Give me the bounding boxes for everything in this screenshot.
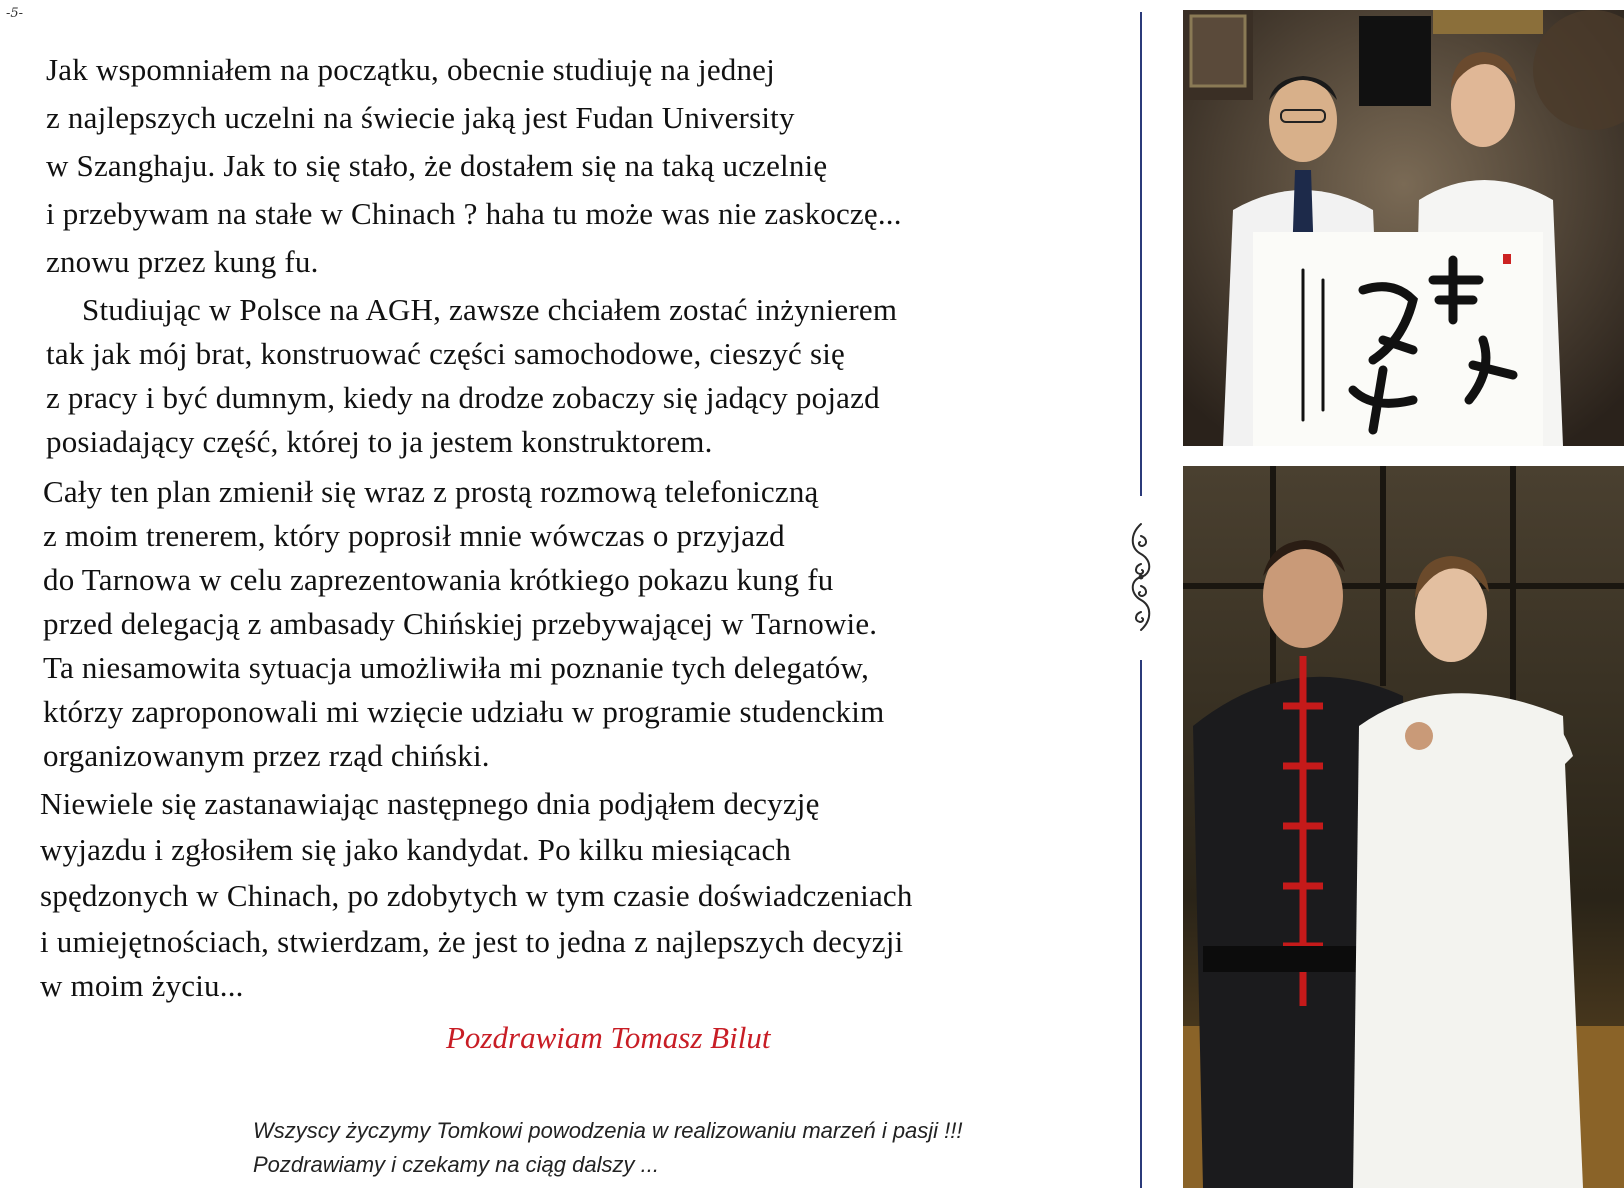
article-line: z pracy i być dumnym, kiedy na drodze zobaczy się jadący pojazd — [46, 380, 880, 415]
photo-calligraphy — [1183, 10, 1624, 446]
article-line: wyjazdu i zgłosiłem się jako kandydat. Po kilku miesiącach — [40, 832, 792, 867]
article-line: i umiejętnościach, stwierdzam, że jest to jedna z najlepszych decyzji — [40, 924, 904, 959]
article-line: organizowanym przez rząd chiński. — [43, 738, 490, 773]
article-line: i przebywam na stałe w Chinach ? haha tu może was nie zaskoczę... — [46, 196, 902, 231]
article-line: posiadający część, której to ja jestem konstruktorem. — [46, 424, 713, 459]
signature: Pozdrawiam Tomasz Bilut — [446, 1020, 771, 1055]
closing-line: Wszyscy życzymy Tomkowi powodzenia w realizowaniu marzeń i pasji !!! — [253, 1118, 963, 1143]
scroll-ornament-icon — [1124, 522, 1158, 632]
article-line: którzy zaproponowali mi wzięcie udziału w programie studenckim — [43, 694, 885, 729]
article-line: Jak wspomniałem na początku, obecnie studiuję na jednej — [46, 52, 775, 87]
article-line: Cały ten plan zmienił się wraz z prostą rozmową telefoniczną — [43, 474, 819, 509]
article-line: w Szanghaju. Jak to się stało, że dostałem się na taką uczelnię — [46, 148, 828, 183]
article-line: Ta niesamowita sytuacja umożliwiła mi poznanie tych delegatów, — [43, 650, 870, 685]
article-line: do Tarnowa w celu zaprezentowania krótkiego pokazu kung fu — [43, 562, 834, 597]
column-divider — [1140, 12, 1142, 496]
article-line: przed delegacją z ambasady Chińskiej przebywającej w Tarnowie. — [43, 606, 878, 641]
closing-line: Pozdrawiamy i czekamy na ciąg dalszy ... — [253, 1152, 659, 1177]
article-line: Studiując w Polsce na AGH, zawsze chciałem zostać inżynierem — [82, 292, 898, 327]
article-line: Niewiele się zastanawiając następnego dnia podjąłem decyzję — [40, 786, 820, 821]
article-line: spędzonych w Chinach, po zdobytych w tym czasie doświadczeniach — [40, 878, 913, 913]
page-number: -5- — [6, 6, 24, 21]
article-line: z moim trenerem, który poprosił mnie wówczas o przyjazd — [43, 518, 785, 553]
article-line: tak jak mój brat, konstruować części samochodowe, cieszyć się — [46, 336, 845, 371]
column-divider — [1140, 660, 1142, 1188]
article-line: znowu przez kung fu. — [46, 244, 319, 279]
article-line: w moim życiu... — [40, 968, 244, 1003]
article-line: z najlepszych uczelni na świecie jaką jest Fudan University — [46, 100, 795, 135]
photo-trainer-student — [1183, 466, 1624, 1188]
